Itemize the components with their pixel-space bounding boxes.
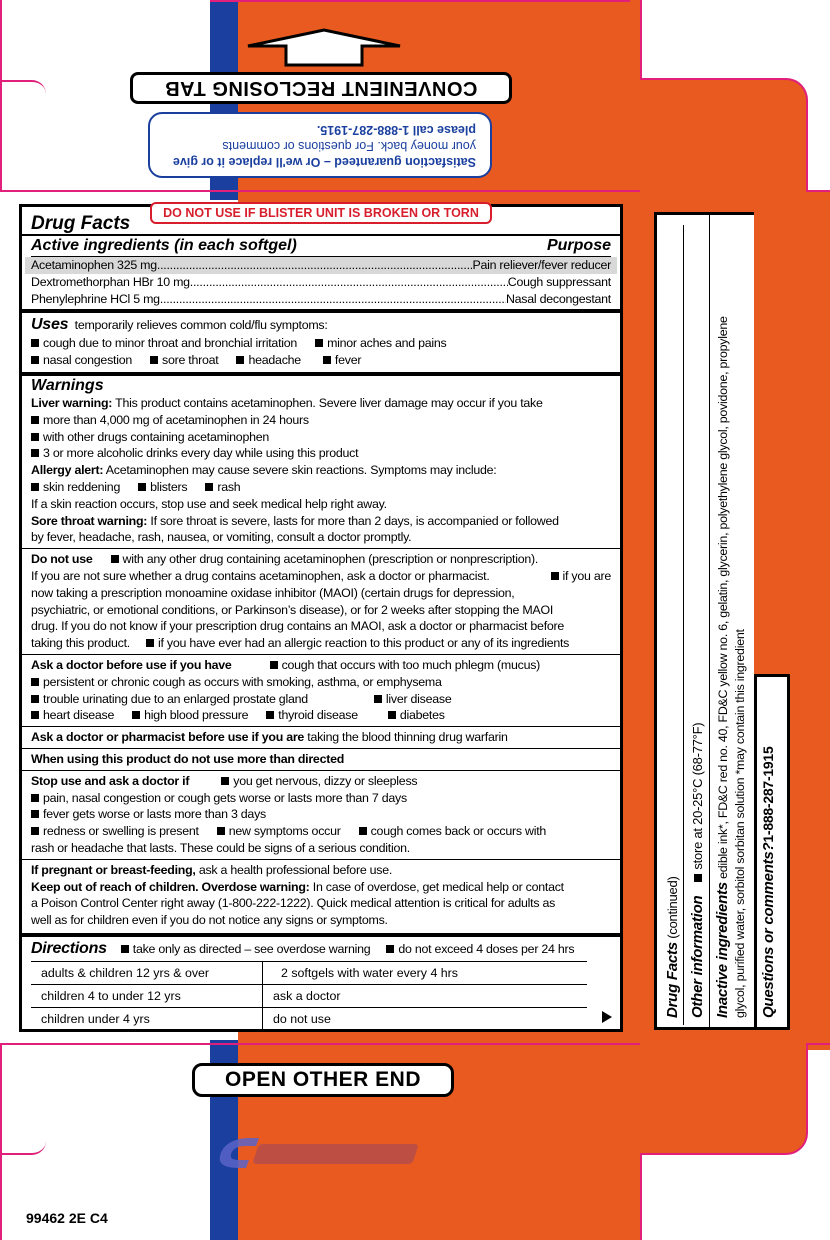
guarantee-line-2: your money back. For questions or comments [222, 139, 476, 153]
directions-section: Directions take only as directed – see overdose warning do not exceed 4 doses per 24 hrs adults & children 12 yrs & over 2 softgels with water every 4 hrs children 4 to under 12 yrs ask a doctor children under 4 yrs do not use [22, 933, 620, 1030]
directions-table [31, 961, 587, 1030]
reclosing-tab-label: CONVENIENT RECLOSING TAB [130, 72, 512, 104]
ingredient-row-dextromethorphan: Dextromethorphan HBr 10 mg ..... Cough suppressant [31, 274, 611, 291]
active-ingredients-heading: Active ingredients (in each softgel) [31, 237, 297, 254]
continue-arrow-icon [602, 1011, 612, 1023]
brand-logo-watermark [216, 1134, 426, 1170]
dieline-flap-top-left [0, 80, 46, 192]
table-row: adults & children 12 yrs & over 2 softgels with water every 4 hrs [31, 961, 587, 984]
warnings-section: Warnings Liver warning: This product contains acetaminophen. Severe liver damage may occur if you take more than 4,000 mg of acetaminophen in 24 hours with other drugs containing acetaminophen 3 or more alcoholic drinks every day while using this product Allergy alert: Acetaminophen may cause severe skin reactions. Symptoms may include: skin reddening blisters rash If a skin reaction occurs, stop use and seek medical help right away. Sore throat warning: If sore throat is severe, lasts for more than 2 days, is accompanied or followed by fever, headache, rash, nausea, or vomiting, consult a doctor promptly. [22, 372, 620, 548]
uses-heading: Uses [31, 316, 69, 334]
side-panel-text: Drug Facts (continued) Other informationstore at 20-25°C (68-77°F) Inactive ingredients edible ink*, FD&C red no. 40, FD&C yellow no. 6, gelatin, glycerin, polyethylene glycol, povidone, propylene glycol, purified water, sorbitol sorbitan solution *may contain this ingredient Questions or comments?1-888-287-1915 [664, 316, 777, 1018]
guarantee-box [148, 112, 492, 178]
guarantee-line-1: Satisfaction guaranteed – Or we'll replace it or give [172, 155, 476, 169]
do-not-use-section: Do not use with any other drug containing acetaminophen (prescription or nonprescription). If you are not sure whether a drug contains acetaminophen, ask a doctor or pharmacist. if you are now taking a prescription monoamine oxidase inhibitor (MAOI) (certain drugs for depression, psychiatric, or emotional conditions, or Parkinson’s disease), or for 2 weeks after stopping the MAOI drug. If you do not know if your prescription drug contains an MAOI, ask a doctor or pharmacist before taking this product. if you have ever had an allergic reaction to this product or any of its ingredients [22, 548, 620, 654]
product-code: 99462 2E C4 [26, 1210, 108, 1226]
open-other-end-label: OPEN OTHER END [192, 1063, 454, 1097]
when-using-section: When using this product do not use more than directed [22, 748, 620, 770]
warnings-heading: Warnings [31, 376, 104, 394]
ask-doctor-section: Ask a doctor before use if you have cough that occurs with too much phlegm (mucus) persistent or chronic cough as occurs with smoking, asthma, or emphysema trouble urinating due to an enlarged prostate gland liver disease heart disease high blood pressure thyroid disease diabetes [22, 654, 620, 726]
ingredient-row-phenylephrine: Phenylephrine HCl 5 mg ..... Nasal decongestant [31, 291, 611, 308]
stop-use-section: Stop use and ask a doctor if you get nervous, dizzy or sleepless pain, nasal congestion or cough gets worse or lasts more than 7 days fever gets worse or lasts more than 3 days redness or swelling is present new symptoms occur cough comes back or occurs with rash or headache that lasts. These could be signs of a serious condition. [22, 770, 620, 859]
table-row: children under 4 yrs do not use [31, 1007, 587, 1030]
reclosing-arrow [246, 28, 402, 68]
dieline-tab-top [210, 0, 630, 2]
drug-facts-panel [19, 204, 623, 1032]
dieline-flap-bottom-left [0, 1043, 46, 1155]
ask-pharmacist-section: Ask a doctor or pharmacist before use if you are taking the blood thinning drug warfarin [22, 726, 620, 748]
active-ingredients-section [22, 234, 620, 309]
dieline-flap-bottom-right [640, 1043, 808, 1155]
ingredient-row-acetaminophen: Acetaminophen 325 mg ..... Pain reliever/fever reducer [25, 257, 617, 274]
pregnancy-section: If pregnant or breast-feeding, ask a health professional before use. Keep out of reach of children. Overdose warning: In case of overdose, get medical help or contact a Poison Control Center right away (1-800-222-1222). Quick medical attention is critical for adults as well as for children even if you do not notice any signs or symptoms. [22, 859, 620, 933]
drug-facts-heading: Drug Facts [31, 213, 131, 234]
table-row: children 4 to under 12 yrs ask a doctor [31, 984, 587, 1007]
uses-section: Uses temporarily relieves common cold/flu symptoms: cough due to minor throat and bronchial irritation minor aches and pains nasal congestion sore throat headache fever [22, 309, 620, 372]
dieline-flap-top-right [640, 78, 808, 192]
guarantee-line-3: please call 1-888-287-1915. [316, 123, 476, 137]
directions-heading: Directions [31, 939, 107, 957]
purpose-heading: Purpose [546, 237, 611, 254]
blister-warning-banner: DO NOT USE IF BLISTER UNIT IS BROKEN OR TORN [150, 202, 492, 224]
